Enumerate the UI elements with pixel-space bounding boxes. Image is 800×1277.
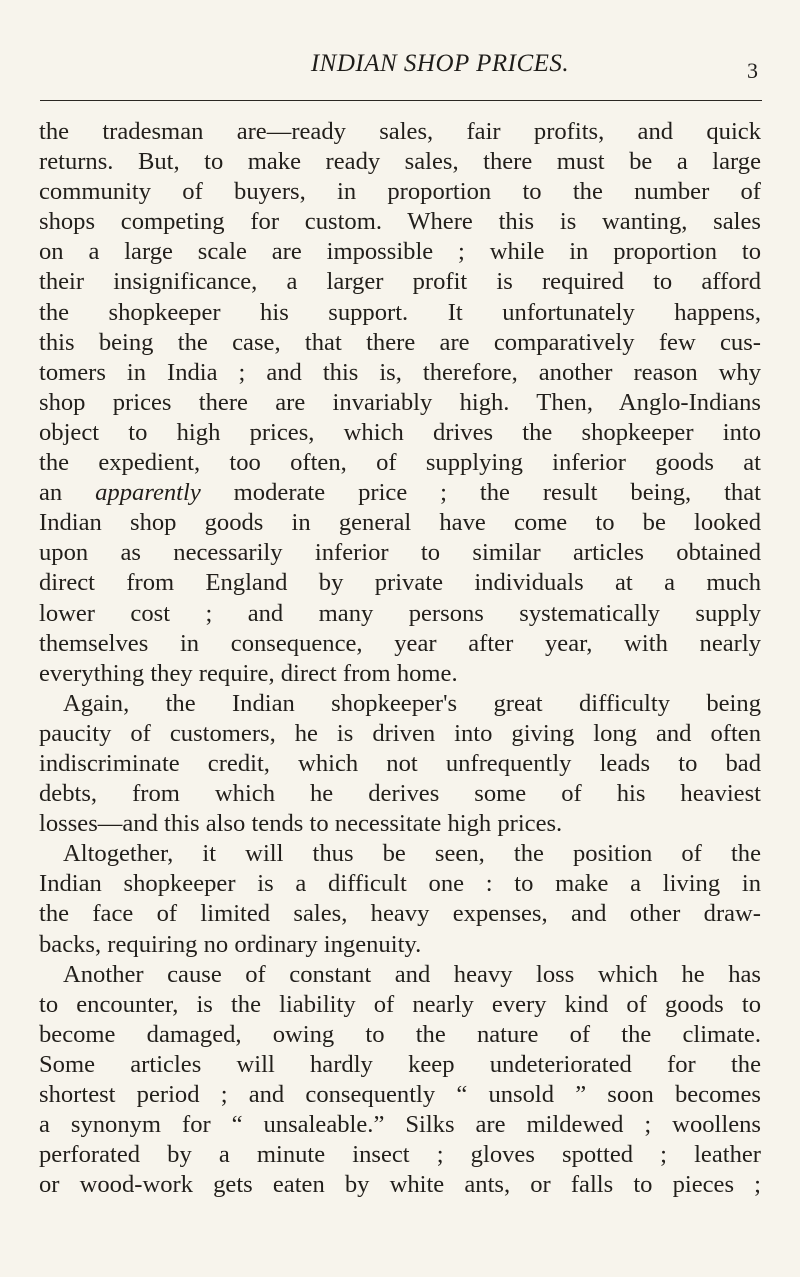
header-rule: [40, 100, 762, 101]
text-line: themselves in consequence, year after year, with nearly: [39, 629, 761, 657]
page-number: 3: [747, 58, 758, 83]
text-segment: an: [39, 479, 96, 507]
text-line: shortest period ; and consequently “ unsold ” soon becomes: [39, 1081, 761, 1108]
text-line: the shopkeeper his support. It unfortunately happens,: [39, 298, 761, 326]
text-line: backs, requiring no ordinary ingenuity.: [39, 930, 422, 958]
text-line: Indian shop goods in general have come to be looked: [39, 509, 761, 537]
text-line: Indian shopkeeper is a difficult one : to make a living in: [39, 870, 761, 898]
text-line: a synonym for “ unsaleable.” Silks are mildewed ; woollens: [39, 1111, 761, 1139]
text-line: the tradesman are—ready sales, fair profits, and quick: [39, 118, 761, 145]
text-line: the face of limited sales, heavy expenses, and other draw-: [39, 900, 761, 928]
text-line: lower cost ; and many persons systematically supply: [39, 599, 761, 627]
text-line: this being the case, that there are comparatively few cus-: [39, 328, 761, 356]
italic-emphasis: apparently: [95, 479, 201, 507]
text-segment: moderate price ; the result being, that: [200, 479, 761, 507]
text-line: Another cause of constant and heavy loss which he has: [63, 960, 761, 988]
running-head: [120, 44, 760, 84]
text-line: tomers in India ; and this is, therefore, another reason why: [39, 358, 761, 386]
text-line: direct from England by private individuals at a much: [39, 569, 761, 597]
text-line: become damaged, owing to the nature of the climate.: [39, 1020, 761, 1048]
text-line: community of buyers, in proportion to the number of: [39, 178, 761, 206]
text-line: shops competing for custom. Where this is wanting, sales: [39, 208, 761, 236]
text-line: indiscriminate credit, which not unfrequently leads to bad: [39, 749, 761, 777]
text-line: losses—and this also tends to necessitate high prices.: [39, 810, 563, 838]
text-line: upon as necessarily inferior to similar articles obtained: [39, 539, 761, 567]
text-line: object to high prices, which drives the shopkeeper into: [39, 418, 761, 446]
running-title: INDIAN SHOP PRICES.: [310, 50, 570, 77]
text-line: their insignificance, a larger profit is required to afford: [39, 268, 761, 296]
text-line: the expedient, too often, of supplying inferior goods at: [39, 449, 761, 477]
text-line: paucity of customers, he is driven into giving long and often: [39, 719, 761, 747]
text-line: perforated by a minute insect ; gloves spotted ; leather: [39, 1141, 761, 1169]
text-line: or wood-work gets eaten by white ants, or falls to pieces ;: [39, 1171, 761, 1199]
text-line: shop prices there are invariably high. Then, Anglo-Indians: [39, 388, 761, 416]
text-line: Again, the Indian shopkeeper's great difficulty being: [63, 689, 761, 717]
text-line: returns. But, to make ready sales, there must be a large: [39, 148, 761, 176]
text-line: debts, from which he derives some of his heaviest: [39, 780, 761, 808]
body-text: [39, 117, 761, 1200]
text-line: [39, 478, 761, 508]
text-line: Some articles will hardly keep undeteriorated for the: [39, 1050, 761, 1078]
text-line: everything they require, direct from home.: [39, 659, 458, 687]
text-line: to encounter, is the liability of nearly every kind of goods to: [39, 990, 761, 1018]
text-line: on a large scale are impossible ; while in proportion to: [39, 238, 761, 266]
text-line: Altogether, it will thus be seen, the position of the: [63, 840, 761, 868]
